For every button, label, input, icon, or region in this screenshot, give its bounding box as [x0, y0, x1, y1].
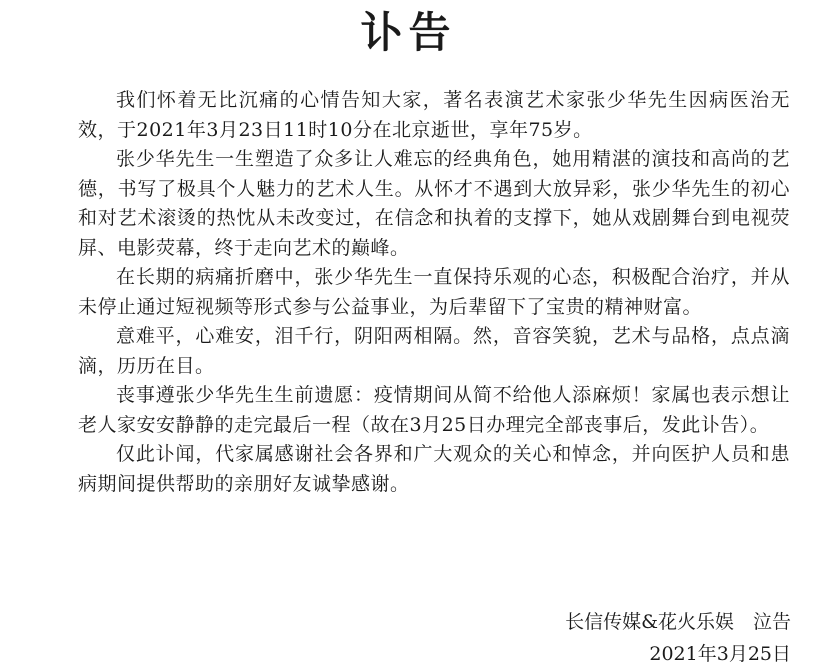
paragraph-thanks: 仅此讣闻，代家属感谢社会各界和广大观众的关心和悼念，并向医护人员和患病期间提供帮助的亲朋好友诚挚感谢。 — [78, 443, 790, 495]
paragraph-career: 张少华先生一生塑造了众多让人难忘的经典角色，她用精湛的演技和高尚的艺德，书写了极具个人魅力的艺术人生。从怀才不遇到大放异彩，张少华先生的初心和对艺术滚烫的热忱从未改变过，在信念和执着的支撑下，她从戏剧舞台到电视荧屏、电影荧幕，终于走向艺术的巅峰。 — [78, 148, 790, 259]
paragraph-mourning: 意难平，心难安，泪千行，阴阳两相隔。然，音容笑貌，艺术与品格，点点滴滴，历历在目。 — [78, 325, 790, 377]
signature-organization: 长信传媒&花火乐娱 泣告 — [565, 611, 791, 633]
document-body — [78, 86, 790, 499]
document-title: 讣告 — [360, 8, 457, 57]
paragraph-announcement: 我们怀着无比沉痛的心情告知大家，著名表演艺术家张少华先生因病医治无效，于2021年3月23日11时10分在北京逝世，享年75岁。 — [78, 89, 790, 141]
signature-block — [565, 606, 791, 670]
signature-date: 2021年3月25日 — [649, 643, 791, 665]
paragraph-illness: 在长期的病痛折磨中，张少华先生一直保持乐观的心态，积极配合治疗，并从未停止通过短视频等形式参与公益事业，为后辈留下了宝贵的精神财富。 — [78, 266, 790, 318]
paragraph-funeral-arrangements: 丧事遵张少华先生生前遗愿：疫情期间从简不给他人添麻烦！家属也表示想让老人家安安静静的走完最后一程（故在3月25日办理完全部丧事后，发此讣告）。 — [78, 384, 790, 436]
